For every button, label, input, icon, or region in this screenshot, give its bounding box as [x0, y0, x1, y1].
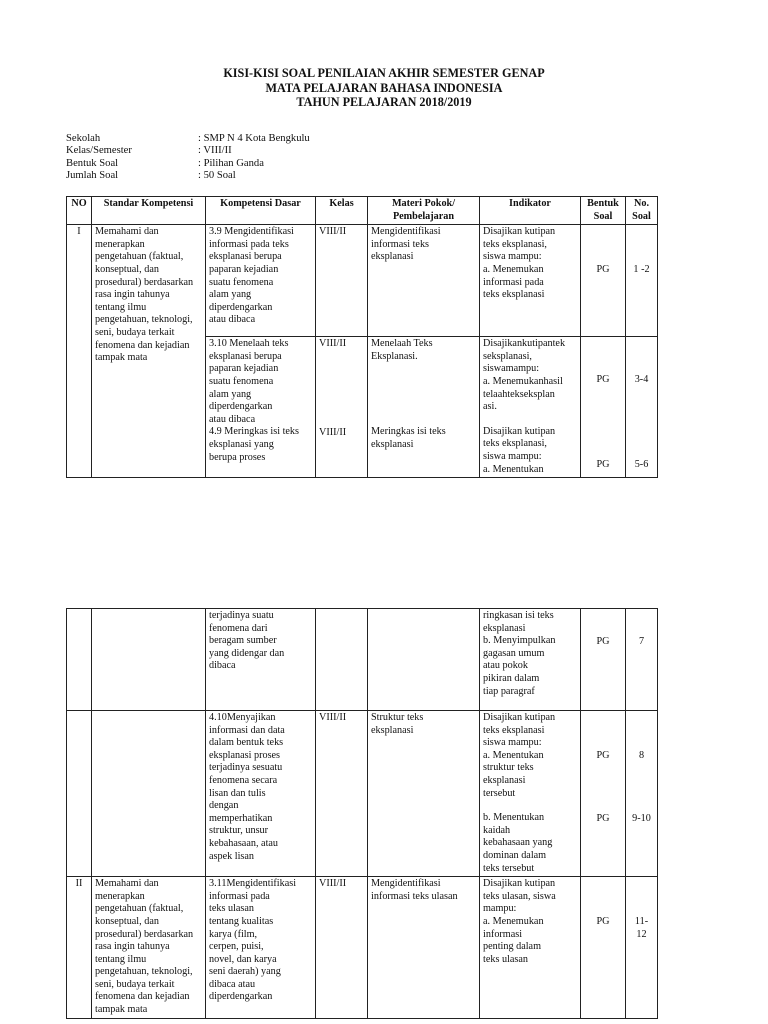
cell-indikator	[480, 711, 581, 877]
indikator-intro: Disajikan kutipan teks eksplanasi, siswa mampu:	[483, 226, 556, 263]
cell-standar-kompetensi: Memahami dan menerapkan pengetahuan (faktual, konseptual, dan prosedural) berdasarkan rasa ingin tahunya tentang ilmu pengetahuan, teknologi, seni, budaya terkait fenomena dan kejadian tampak mata	[92, 225, 206, 478]
kd-4-9: 4.9 Meringkas isi teks eksplanasi yang berupa proses	[209, 426, 299, 463]
indikator-item: a. Menemukan informasi penting dalam teks ulasan	[483, 915, 544, 965]
header-kompetensi-dasar: Kompetensi Dasar	[206, 197, 316, 225]
document-title	[0, 66, 768, 110]
cell-kompetensi-dasar: terjadinya suatu fenomena dari beragam sumber yang didengar dan dibaca	[206, 609, 316, 711]
indikator-item-b: b. Menentukan kaidah kebahasaan yang dominan dalam teks tersebut	[483, 812, 553, 874]
cell-no: I	[67, 225, 92, 478]
info-label: Bentuk Soal	[66, 157, 119, 169]
indikator-intro: Disajikan kutipan teks eksplanasi siswa mampu:	[483, 712, 556, 749]
indikator-item: a. Menemukanhasil telaahtekseksplan asi.	[483, 375, 563, 413]
kelas-value-2: VIII/II	[319, 426, 347, 438]
cell-indikator	[480, 877, 581, 1019]
materi-value-2: Meringkas isi teks eksplanasi	[371, 426, 446, 450]
info-row-sekolah	[66, 133, 310, 145]
indikator-item-a: a. Menentukan struktur teks eksplanasi tersebut	[483, 749, 544, 799]
indikator-intro: Disajikankutipantek seksplanasi, siswamampu:	[483, 338, 566, 375]
nosoal-value: 7	[638, 636, 645, 647]
cell-bentuk-soal	[581, 337, 626, 478]
materi-value: Menelaah Teks Eksplanasi.	[371, 338, 433, 362]
info-value: : 50 Soal	[198, 170, 236, 182]
cell-materi: Mengidentifikasi informasi teks ulasan	[368, 877, 480, 1019]
cell-bentuk-soal	[581, 609, 626, 711]
info-value: : SMP N 4 Kota Bengkulu	[198, 133, 310, 144]
cell-kelas: VIII/II	[316, 225, 368, 337]
bentuk-value: PG	[596, 750, 610, 761]
nosoal-value: 11- 12	[634, 916, 649, 940]
kisi-kisi-table-page-2	[66, 608, 658, 1019]
cell-indikator: ringkasan isi teks eksplanasi b. Menyimpulkan gagasan umum atau pokok pikiran dalam tiap paragraf	[480, 609, 581, 711]
cell-kelas: VIII/II	[316, 877, 368, 1019]
cell-kelas: VIII/II	[316, 711, 368, 877]
title-line-2: MATA PELAJARAN BAHASA INDONESIA	[265, 80, 503, 95]
cell-no-soal	[626, 877, 658, 1019]
cell-materi: Mengidentifikasi informasi teks eksplanasi	[368, 225, 480, 337]
bentuk-value-2: PG	[596, 458, 610, 470]
info-row-kelas	[66, 145, 310, 157]
kd-3-10: 3.10 Menelaah teks eksplanasi berupa paparan kejadian suatu fenomena alam yang diperdengarkan atau dibaca	[209, 338, 289, 425]
table-row	[67, 877, 658, 1019]
table-row	[67, 225, 658, 337]
indikator-item: a. Menemukan informasi pada teks eksplanasi	[483, 263, 545, 301]
cell-materi: Struktur teks eksplanasi	[368, 711, 480, 877]
info-row-bentuk	[66, 158, 310, 170]
info-label: Jumlah Soal	[66, 170, 119, 182]
cell-no: II	[67, 877, 92, 1019]
cell-no	[67, 711, 92, 877]
cell-bentuk-soal	[581, 225, 626, 337]
cell-indikator	[480, 337, 581, 478]
bentuk-value: PG	[596, 374, 610, 386]
info-label: Kelas/Semester	[66, 145, 132, 157]
nosoal-value-2: 5-6	[634, 458, 649, 470]
title-line-3: TAHUN PELAJARAN 2018/2019	[296, 95, 472, 109]
cell-no-soal	[626, 711, 658, 877]
info-block	[66, 133, 310, 183]
cell-kelas	[316, 337, 368, 478]
cell-kelas	[316, 609, 368, 711]
info-value: : VIII/II	[198, 145, 232, 157]
cell-standar-kompetensi	[92, 711, 206, 877]
header-indikator: Indikator	[480, 197, 581, 225]
header-materi-pokok: Materi Pokok/ Pembelajaran	[368, 197, 480, 225]
kelas-value: VIII/II	[319, 338, 347, 350]
cell-no	[67, 609, 92, 711]
nosoal-value: 1 -2	[633, 264, 650, 276]
bentuk-value-2: PG	[596, 812, 610, 824]
cell-kompetensi-dasar: 3.9 Mengidentifikasi informasi pada teks eksplanasi berupa paparan kejadian suatu fenomena alam yang diperdengarkan atau dibaca	[206, 225, 316, 337]
cell-kompetensi-dasar: 4.10Menyajikan informasi dan data dalam bentuk teks eksplanasi proses terjadinya sesuatu fenomena secara lisan dan tulis dengan memperhatikan struktur, unsur kebahasaan, atau aspek lisan	[206, 711, 316, 877]
cell-bentuk-soal	[581, 711, 626, 877]
cell-kompetensi-dasar: 3.11Mengidentifikasi informasi pada teks ulasan tentang kualitas karya (film, cerpen, puisi, novel, dan karya seni daerah) yang dibaca atau diperdengarkan	[206, 877, 316, 1019]
cell-no-soal	[626, 337, 658, 478]
info-label: Sekolah	[66, 133, 101, 144]
indikator-item-2: a. Menentukan	[483, 463, 544, 475]
cell-no-soal	[626, 225, 658, 337]
header-no-soal: No. Soal	[626, 197, 658, 225]
indikator-intro-2: Disajikan kutipan teks eksplanasi, siswa mampu:	[483, 425, 556, 462]
cell-bentuk-soal	[581, 877, 626, 1019]
nosoal-value: 8	[638, 750, 645, 761]
kisi-kisi-table-page-1	[66, 196, 658, 478]
table-row	[67, 609, 658, 711]
cell-materi	[368, 609, 480, 711]
table-header-row	[67, 197, 658, 225]
cell-indikator	[480, 225, 581, 337]
bentuk-value: PG	[596, 264, 610, 276]
header-kelas: Kelas	[316, 197, 368, 225]
bentuk-value: PG	[596, 916, 610, 928]
nosoal-value: 3-4	[634, 374, 649, 386]
indikator-intro: Disajikan kutipan teks ulasan, siswa mampu:	[483, 878, 556, 915]
info-row-jumlah	[66, 170, 310, 182]
header-bentuk-soal: Bentuk Soal	[581, 197, 626, 225]
nosoal-value-2: 9-10	[632, 812, 651, 824]
cell-standar-kompetensi	[92, 609, 206, 711]
cell-no-soal	[626, 609, 658, 711]
table-row	[67, 711, 658, 877]
cell-materi	[368, 337, 480, 478]
cell-kompetensi-dasar	[206, 337, 316, 478]
header-no: NO	[67, 197, 92, 225]
title-line-1: KISI-KISI SOAL PENILAIAN AKHIR SEMESTER GENAP	[223, 66, 545, 80]
header-standar-kompetensi: Standar Kompetensi	[92, 197, 206, 225]
cell-standar-kompetensi: Memahami dan menerapkan pengetahuan (faktual, konseptual, dan prosedural) berdasarkan rasa ingin tahunya tentang ilmu pengetahuan, teknologi, seni, budaya terkait fenomena dan kejadian tampak mata	[92, 877, 206, 1019]
bentuk-value: PG	[596, 636, 610, 647]
info-value: : Pilihan Ganda	[198, 157, 264, 169]
